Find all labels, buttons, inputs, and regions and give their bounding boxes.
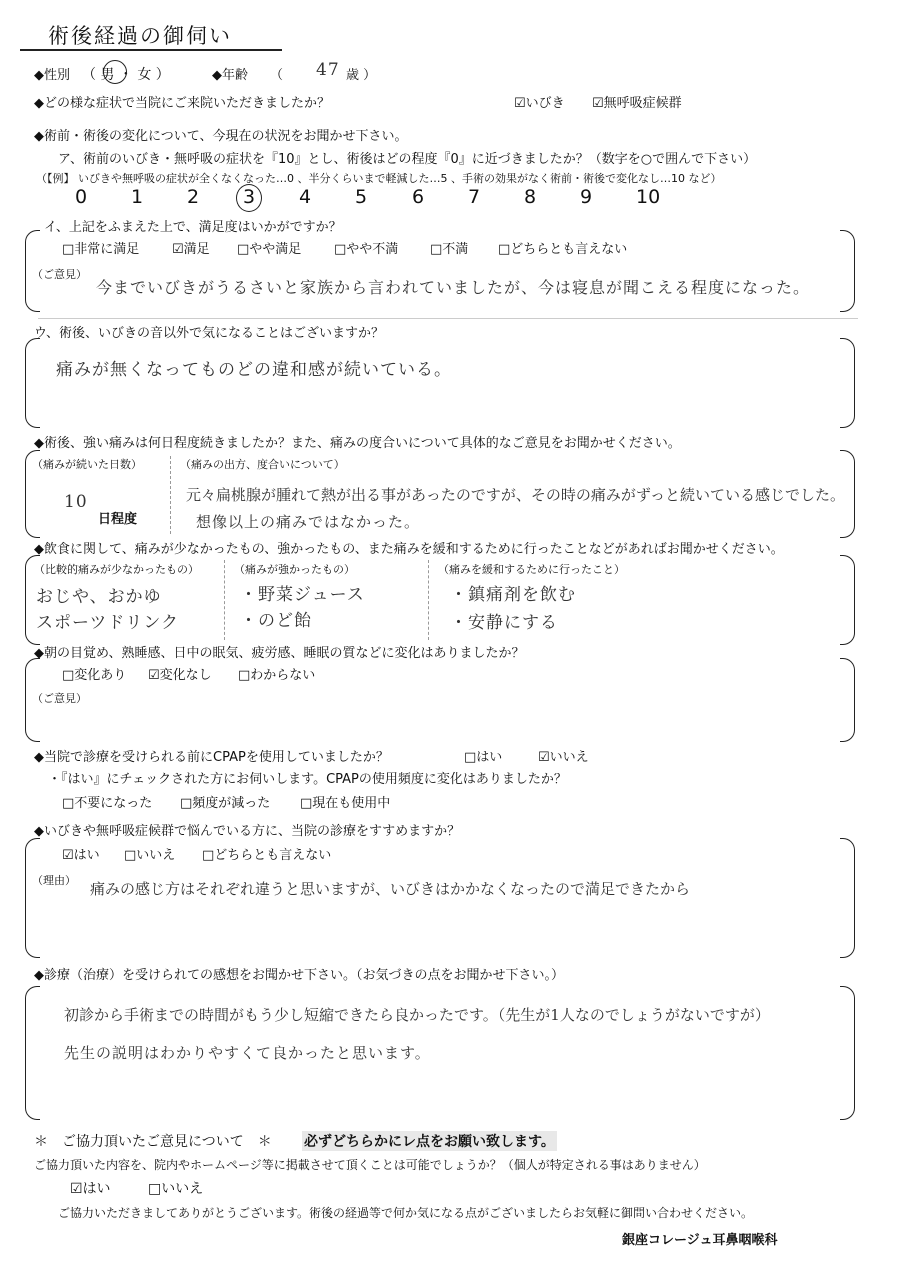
divider [38,318,858,319]
scale-0[interactable]: 0 [75,186,88,208]
impression-line-2: 先生の説明はわかりやすくて良かったと思います。 [64,1044,431,1062]
satisfaction-option-satisfied[interactable]: ☑満足 [172,242,210,257]
consent-option-no[interactable]: □いいえ [148,1181,204,1197]
satisfaction-bracket-right [840,230,855,312]
title-underline [20,49,282,51]
sleep-option-changed[interactable]: □変化あり [62,668,127,683]
recommend-bracket-left [25,838,40,958]
cpap-sub-question: ・『はい』にチェックされた方にお伺いします。CPAPの使用頻度に変化はありましたか？ [48,772,567,787]
food-col-divider-2 [428,560,429,640]
symptom-option-apnea[interactable]: ☑無呼吸症候群 [592,96,682,111]
change-question-a: ア、術前のいびき・無呼吸の症状を『10』とし、術後はどの程度『0』に近づきましたか？（数字を○で囲んで下さい） [58,152,757,167]
food-col1-label: （比較的痛みが少なかったもの） [34,563,199,576]
age-open: （ [270,68,284,83]
reason-label: （理由） [32,874,76,887]
scale-10[interactable]: 10 [636,186,661,208]
pain-detail-label: （痛みの出方、度合いについて） [180,458,345,471]
clinic-name: 銀座コレージュ耳鼻咽喉科 [622,1233,778,1248]
satisfaction-option-neutral[interactable]: □どちらとも言えない [498,242,628,257]
satisfaction-comment: 今までいびきがうるさいと家族から言われていましたが、今は寝息が聞こえる程度になった。 [96,278,811,297]
scale-8[interactable]: 8 [524,186,537,208]
scale-selected-circle [236,184,262,212]
other-question: ウ、術後、いびきの音以外で気になることはございますか？ [34,326,384,341]
recommend-option-yes[interactable]: ☑はい [62,848,100,863]
cpap-question: ◆当院で診療を受けられる前にCPAPを使用していましたか？ [34,750,389,765]
age-unit: 歳 ） [346,68,377,83]
scale-7[interactable]: 7 [468,186,481,208]
pain-detail-line-2: 想像以上の痛みではなかった。 [196,513,421,531]
footer-notice: ＊ ご協力頂いたご意見について ＊ [34,1134,272,1150]
other-bracket-left [25,338,40,428]
satisfaction-option-somewhat[interactable]: □やや満足 [237,242,302,257]
recommend-bracket-right [840,838,855,958]
food-col1-item-1: おじや、おかゆ [36,587,162,607]
food-col3-label: （痛みを緩和するために行ったこと） [438,563,625,576]
food-col2-label: （痛みが強かったもの） [234,563,355,576]
scale-1[interactable]: 1 [131,186,144,208]
consent-option-yes[interactable]: ☑はい [70,1181,111,1197]
scale-6[interactable]: 6 [412,186,425,208]
satisfaction-option-dissat[interactable]: □不満 [430,242,469,257]
change-question: ◆術前・術後の変化について、今現在の状況をお聞かせ下さい。 [34,129,408,144]
food-col2-item-2: ・のど飴 [240,611,312,631]
satisfaction-question: イ、上記をふまえた上で、満足度はいかがですか？ [44,220,342,235]
impression-bracket-right [840,986,855,1120]
food-col3-item-1: ・鎮痛剤を飲む [450,585,576,605]
food-bracket-right [840,555,855,645]
impression-line-1: 初診から手術までの時間がもう少し短縮できたら良かったです。（先生が1人なのでしょうがないですが） [64,1006,770,1024]
sleep-bracket-right [840,658,855,742]
sleep-question: ◆朝の目覚め、熟睡感、日中の眠気、疲労感、睡眠の質などに変化はありましたか？ [34,646,525,661]
gender-label: ◆性別 [34,68,70,83]
food-col3-item-2: ・安静にする [450,613,558,633]
other-comment: 痛みが無くなってものどの違和感が続いている。 [56,360,452,380]
scale-3[interactable]: 3 [243,186,256,208]
cpap-sub-option-reduced[interactable]: □頻度が減った [180,796,271,811]
satisfaction-option-somewhat-dissat[interactable]: □やや不満 [334,242,399,257]
pain-days-unit: 日程度 [98,512,138,527]
satisfaction-opinion-label: （ご意見） [32,268,87,281]
cpap-option-yes[interactable]: □はい [464,750,503,765]
reason-comment: 痛みの感じ方はそれぞれ違うと思いますが、いびきはかかなくなったので満足できたから [90,880,691,898]
cpap-option-no[interactable]: ☑いいえ [538,750,589,765]
satisfaction-option-very[interactable]: □非常に満足 [62,242,140,257]
impression-bracket-left [25,986,40,1120]
gender-circle [103,60,127,84]
thanks-text: ご協力いただきましてありがとうございます。術後の経過等で何か気になる点がございましたらお気軽に御問い合わせください。 [58,1206,754,1220]
scale-5[interactable]: 5 [355,186,368,208]
sleep-opinion-label: （ご意見） [32,692,87,705]
recommend-question: ◆いびきや無呼吸症候群で悩んでいる方に、当院の診療をすすめますか？ [34,824,461,839]
sleep-option-unchanged[interactable]: ☑変化なし [148,668,212,683]
food-question: ◆飲食に関して、痛みが少なかったもの、強かったもの、また痛みを緩和するために行ったことなどがあればお聞かせください。 [34,542,784,557]
impression-question: ◆診療（治療）を受けられての感想をお聞かせ下さい。（お気づきの点をお聞かせ下さい。） [34,968,564,983]
scale-4[interactable]: 4 [299,186,312,208]
scale-2[interactable]: 2 [187,186,200,208]
age-value: 47 [316,60,340,80]
cpap-sub-option-unneeded[interactable]: □不要になった [62,796,153,811]
symptom-question: ◆どの様な症状で当院にご来院いただきましたか？ [34,96,330,111]
food-col2-item-1: ・野菜ジュース [240,585,365,605]
gender-value: （ 男 ・ 女 ） [82,67,170,83]
change-example: （【例】 いびきや無呼吸の症状が全くなくなった…0 、半分くらいまで軽減した…5 、手術の効果がなく術前・術後で変化なし…10 など） [36,172,722,185]
symptom-option-snoring[interactable]: ☑いびき [514,96,565,111]
footer-notice-bold: 必ずどちらかにレ点をお願い致します。 [302,1131,557,1151]
cpap-sub-option-still[interactable]: □現在も使用中 [300,796,391,811]
other-bracket-right [840,338,855,428]
food-col1-item-2: スポーツドリンク [36,613,179,633]
pain-detail-line-1: 元々扁桃腺が腫れて熱が出る事があったのですが、その時の痛みがずっと続いている感じでした。 [186,486,845,504]
pain-col-divider [170,456,171,534]
food-col-divider-1 [224,560,225,640]
page-title: 術後経過の御伺い [48,24,232,48]
recommend-option-neutral[interactable]: □どちらとも言えない [202,848,332,863]
scale-9[interactable]: 9 [580,186,593,208]
pain-question: ◆術後、強い痛みは何日程度続きましたか？また、痛みの度合いについて具体的なご意見をお聞かせください。 [34,436,681,451]
recommend-option-no[interactable]: □いいえ [124,848,176,863]
sleep-option-unknown[interactable]: □わからない [238,668,316,683]
footer-question: ご協力頂いた内容を、院内やホームページ等に掲載させて頂くことは可能でしょうか？（個人が特定される事はありません） [34,1158,706,1172]
age-label: ◆年齢 [212,68,248,83]
pain-days-label: （痛みが続いた日数） [32,458,142,471]
pain-days-value: 10 [64,492,88,512]
